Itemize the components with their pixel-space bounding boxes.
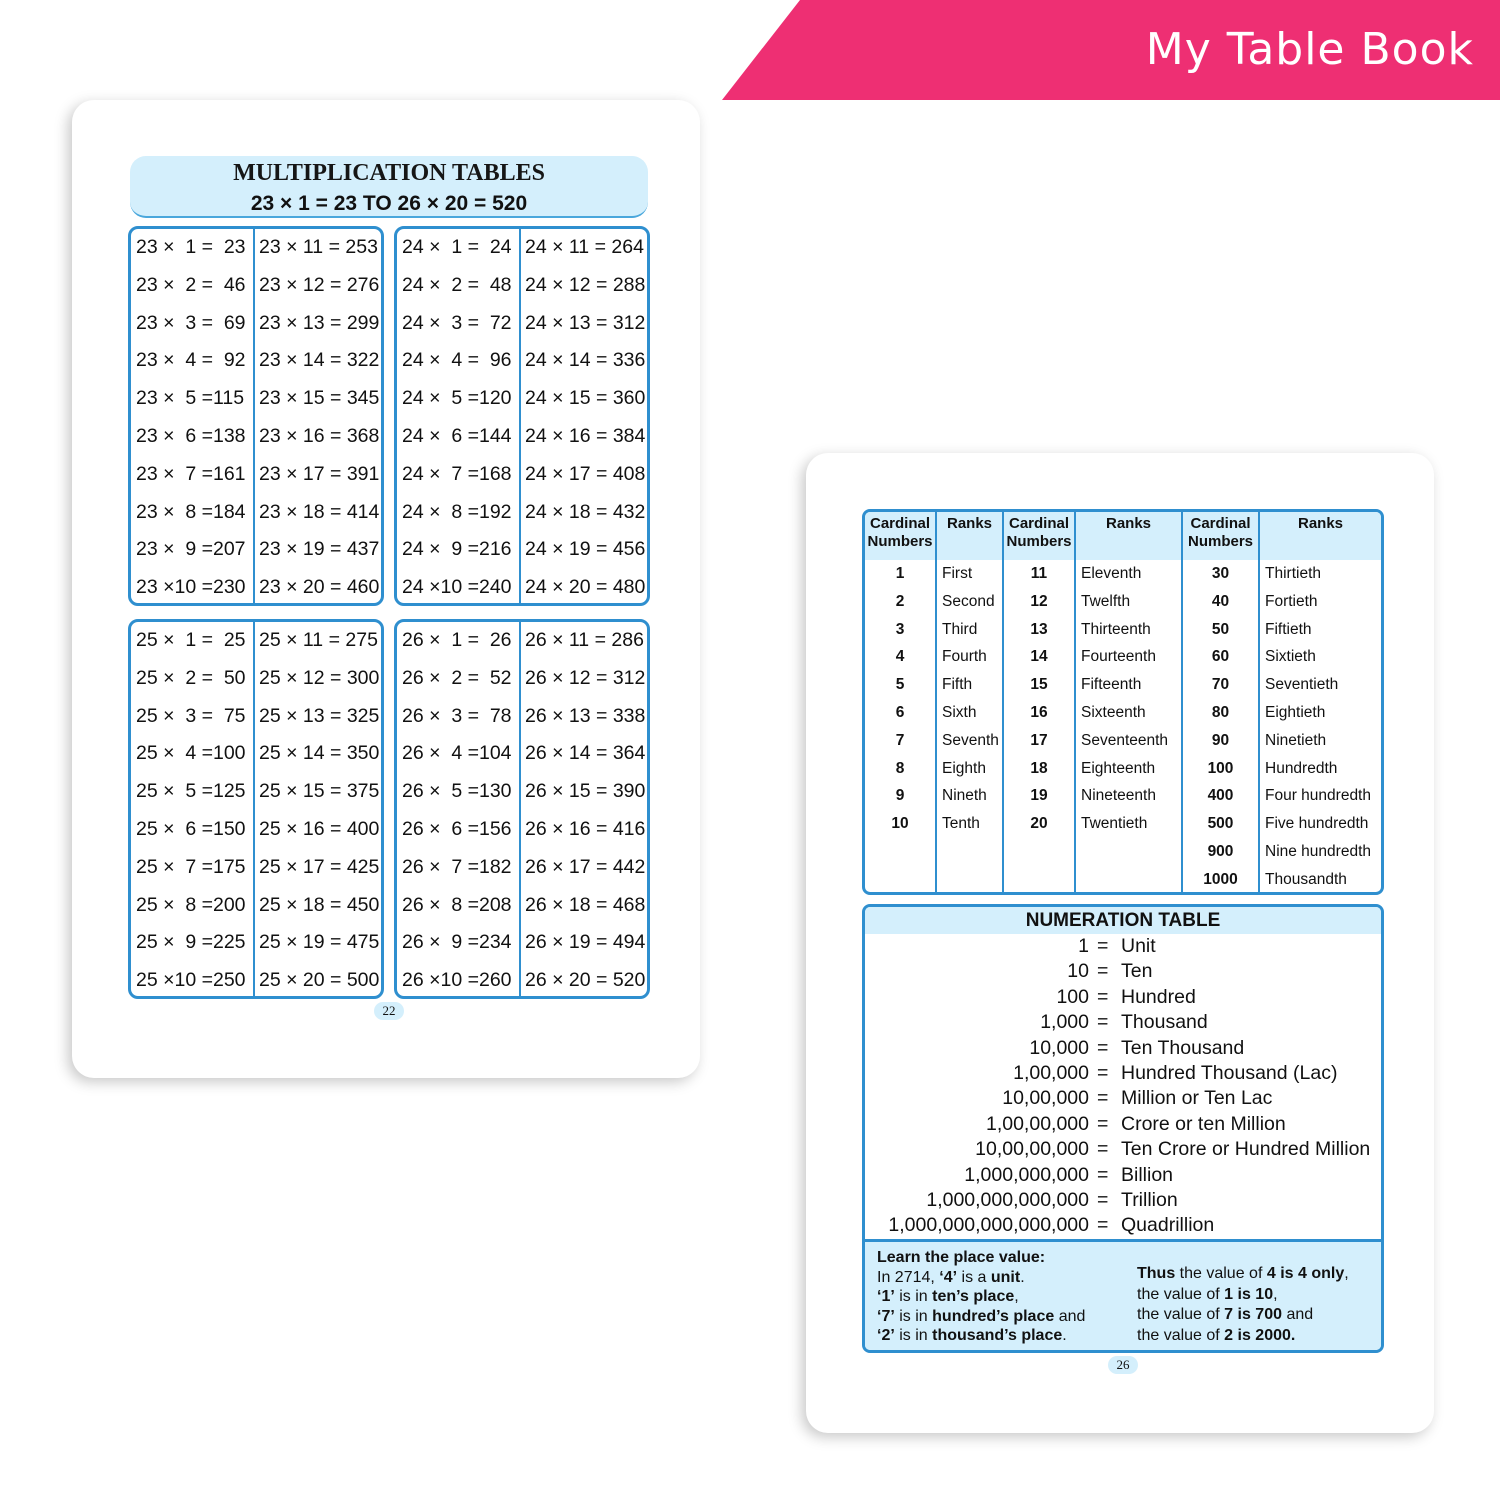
- table-row: 24 × 8 =192: [402, 500, 512, 523]
- table-row: 24 × 5 =120: [402, 387, 512, 410]
- table-row: 24 × 17 = 408: [525, 462, 646, 485]
- table-row: 24 ×10 =240: [402, 576, 512, 599]
- numeration-name: Ten Thousand: [1121, 1036, 1245, 1059]
- table-row: 26 × 20 = 520: [525, 969, 646, 992]
- text: the value of: [1175, 1265, 1267, 1282]
- equals-sign: =: [1097, 1061, 1109, 1084]
- column-header: Cardinal Numbers: [1187, 515, 1254, 550]
- table-row: 23 × 2 = 46: [136, 273, 246, 296]
- table-cell: 60: [1211, 648, 1230, 666]
- table-row: 25 × 8 =200: [136, 893, 246, 916]
- table-cell: Eightieth: [1265, 703, 1326, 721]
- text: unit: [990, 1268, 1021, 1286]
- table-cell: Fortieth: [1265, 592, 1318, 610]
- table-cell: Sixtieth: [1265, 648, 1316, 666]
- table-cell: 15: [1030, 676, 1048, 694]
- table-cell: Fourteenth: [1081, 648, 1156, 666]
- table-cell: 7: [895, 731, 905, 749]
- equals-sign: =: [1097, 1163, 1109, 1186]
- table-row: 23 ×10 =230: [136, 576, 246, 599]
- table-row: 24 × 16 = 384: [525, 424, 646, 447]
- table-cell: Second: [942, 592, 995, 610]
- table-column: [521, 229, 647, 603]
- table-cell: 17: [1030, 731, 1048, 749]
- table-cell: Nine hundredth: [1265, 842, 1371, 860]
- table-cell: Fiftieth: [1265, 620, 1312, 638]
- text: ‘2’: [877, 1327, 895, 1345]
- text: ,: [1344, 1265, 1349, 1282]
- table-row: 23 × 18 = 414: [259, 500, 380, 523]
- table-row: 23 × 16 = 368: [259, 424, 380, 447]
- numeration-row: [865, 959, 1381, 984]
- table-cell: 19: [1030, 787, 1048, 805]
- table-row: 26 × 15 = 390: [525, 780, 646, 803]
- table-row: 24 × 14 = 336: [525, 349, 646, 372]
- page-number: 26: [1108, 1356, 1138, 1374]
- table-row: 23 × 9 =207: [136, 538, 246, 561]
- table-row: 25 × 1 = 25: [136, 629, 246, 651]
- table-cell: 8: [895, 759, 905, 777]
- table-cell: 13: [1030, 620, 1048, 638]
- table-row: 26 × 9 =234: [402, 931, 512, 954]
- text: thousand’s place: [932, 1327, 1063, 1345]
- table-row: 26 × 7 =182: [402, 855, 512, 878]
- table-column: [397, 622, 521, 996]
- table-row: 25 × 19 = 475: [259, 931, 380, 954]
- table-row: 23 × 17 = 391: [259, 462, 380, 485]
- table-cell: Ninetieth: [1265, 731, 1327, 749]
- table-cell: 1000: [1203, 870, 1238, 888]
- table-row: 24 × 13 = 312: [525, 311, 646, 334]
- table-row: 25 × 11 = 275: [259, 629, 378, 651]
- numeration-row: [865, 1188, 1381, 1213]
- table-row: 23 × 20 = 460: [259, 576, 380, 599]
- table-row: 23 × 15 = 345: [259, 387, 380, 410]
- table-column: [521, 622, 647, 996]
- table-row: 25 × 3 = 75: [136, 704, 246, 727]
- table-cell: Tenth: [942, 815, 980, 833]
- numeration-value: 1,00,00,000: [985, 1112, 1089, 1135]
- table-row: 26 × 4 =104: [402, 742, 512, 765]
- table-row: 24 × 9 =216: [402, 538, 512, 561]
- column-header: Ranks: [1105, 515, 1152, 532]
- table-row: 23 × 6 =138: [136, 424, 246, 447]
- multiplication-title: MULTIPLICATION TABLES: [233, 160, 545, 186]
- table-cell: Twelfth: [1081, 592, 1131, 610]
- table-cell: 70: [1211, 676, 1230, 694]
- ranks-column: [1183, 512, 1260, 892]
- numeration-value: 10: [1067, 960, 1089, 983]
- table-row: 24 × 11 = 264: [525, 236, 644, 258]
- table-column: [255, 229, 381, 603]
- table-block-25: [128, 619, 384, 999]
- table-cell: Seventh: [942, 731, 999, 749]
- table-block-24: [394, 226, 650, 606]
- table-cell: 10: [891, 815, 909, 833]
- text: is in: [894, 1327, 933, 1345]
- numeration-value: 1,000,000,000: [964, 1163, 1089, 1186]
- text: ‘4’: [939, 1268, 958, 1286]
- table-row: 23 × 5 =115: [136, 387, 245, 410]
- text: .: [1062, 1327, 1067, 1345]
- table-cell: 6: [895, 703, 905, 721]
- table-cell: Seventeenth: [1081, 731, 1169, 749]
- table-row: 26 × 13 = 338: [525, 704, 646, 727]
- table-row: 26 × 18 = 468: [525, 893, 646, 916]
- table-cell: Sixth: [942, 703, 977, 721]
- equals-sign: =: [1097, 985, 1109, 1008]
- table-row: 25 × 18 = 450: [259, 893, 380, 916]
- place-value-box: [865, 1239, 1381, 1350]
- text: ‘7’: [877, 1307, 895, 1325]
- table-row: 25 × 16 = 400: [259, 817, 380, 840]
- table-cell: 2: [895, 592, 905, 610]
- numeration-rows: [865, 934, 1381, 1239]
- table-row: 24 × 12 = 288: [525, 273, 646, 296]
- table-cell: 900: [1207, 842, 1234, 860]
- numeration-row: [865, 1213, 1381, 1238]
- table-row: 25 × 6 =150: [136, 817, 246, 840]
- table-row: 26 × 19 = 494: [525, 931, 646, 954]
- text: 4 is 4 only: [1266, 1265, 1345, 1282]
- numeration-row: [865, 1163, 1381, 1188]
- table-cell: Eighteenth: [1081, 759, 1156, 777]
- table-cell: 40: [1211, 592, 1230, 610]
- table-row: 23 × 19 = 437: [259, 538, 380, 561]
- text: In 2714,: [877, 1268, 940, 1286]
- table-cell: Hundredth: [1265, 759, 1338, 777]
- table-cell: Sixteenth: [1081, 703, 1146, 721]
- numeration-row: [865, 1137, 1381, 1162]
- table-row: 26 × 8 =208: [402, 893, 512, 916]
- table-row: 26 × 12 = 312: [525, 666, 646, 689]
- place-value-heading: Learn the place value:: [877, 1249, 1046, 1266]
- ranks-column: [1076, 512, 1183, 892]
- table-row: 26 ×10 =260: [402, 969, 512, 992]
- table-column: [397, 229, 521, 603]
- table-cell: Nineteenth: [1081, 787, 1156, 805]
- table-cell: Thousandth: [1265, 870, 1347, 888]
- place-value-right: [1137, 1264, 1349, 1346]
- table-row: 24 × 19 = 456: [525, 538, 646, 561]
- ranks-column: [865, 512, 937, 892]
- table-row: 25 × 9 =225: [136, 931, 246, 954]
- table-cell: Third: [942, 620, 978, 638]
- table-row: 26 × 1 = 26: [402, 629, 512, 651]
- equals-sign: =: [1097, 1011, 1109, 1034]
- table-column: [255, 622, 381, 996]
- table-row: 26 × 14 = 364: [525, 742, 646, 765]
- numeration-value: 100: [1056, 985, 1089, 1008]
- numeration-name: Thousand: [1121, 1011, 1208, 1034]
- place-value-left: [877, 1248, 1085, 1346]
- table-cell: Nineth: [942, 787, 987, 805]
- numeration-title: NUMERATION TABLE: [865, 907, 1381, 934]
- table-cell: 500: [1207, 815, 1234, 833]
- table-cell: 100: [1207, 759, 1234, 777]
- table-row: 25 × 5 =125: [136, 780, 246, 803]
- equals-sign: =: [1097, 1214, 1109, 1237]
- table-cell: 20: [1030, 815, 1048, 833]
- table-cell: Fifteenth: [1081, 676, 1142, 694]
- numeration-name: Crore or ten Million: [1121, 1112, 1286, 1135]
- table-row: 25 × 2 = 50: [136, 666, 246, 689]
- table-cell: 9: [895, 787, 905, 805]
- table-cell: Four hundredth: [1265, 787, 1371, 805]
- table-cell: Fourth: [942, 648, 987, 666]
- text: the value of: [1137, 1306, 1225, 1323]
- table-cell: 12: [1030, 592, 1048, 610]
- numeration-row: [865, 934, 1381, 959]
- table-row: 24 × 15 = 360: [525, 387, 646, 410]
- table-row: 24 × 4 = 96: [402, 349, 512, 372]
- table-cell: 11: [1030, 565, 1048, 582]
- table-row: 25 × 13 = 325: [259, 704, 380, 727]
- table-cell: Thirteenth: [1081, 620, 1151, 638]
- text: ,: [1014, 1288, 1019, 1306]
- table-row: 25 × 12 = 300: [259, 666, 380, 689]
- table-cell: 16: [1030, 703, 1048, 721]
- table-block-23: [128, 226, 384, 606]
- table-row: 26 × 3 = 78: [402, 704, 512, 727]
- numeration-name: Billion: [1121, 1163, 1174, 1186]
- multiplication-subtitle: 23 × 1 = 23 TO 26 × 20 = 520: [250, 192, 528, 215]
- numeration-value: 1,00,000: [1013, 1061, 1089, 1084]
- ranks-column: [1004, 512, 1076, 892]
- equals-sign: =: [1097, 1138, 1109, 1161]
- table-row: 23 × 11 = 253: [259, 236, 378, 258]
- numeration-value: 1: [1078, 935, 1089, 957]
- table-row: 23 × 14 = 322: [259, 349, 380, 372]
- table-row: 24 × 2 = 48: [402, 273, 512, 296]
- text: ‘1’: [877, 1288, 895, 1306]
- column-header: Cardinal Numbers: [1006, 515, 1072, 550]
- ranks-table: [862, 509, 1384, 895]
- text: ten’s place: [932, 1288, 1015, 1306]
- numeration-row: [865, 1036, 1381, 1061]
- table-cell: Fifth: [942, 676, 973, 694]
- table-row: 24 × 20 = 480: [525, 576, 646, 599]
- table-cell: Seventieth: [1265, 676, 1339, 694]
- numeration-value: 10,00,00,000: [975, 1138, 1089, 1161]
- table-row: 23 × 4 = 92: [136, 349, 246, 372]
- text: and: [1054, 1307, 1086, 1325]
- numeration-value: 10,000: [1029, 1036, 1089, 1059]
- table-cell: 4: [895, 648, 905, 666]
- numeration-row: [865, 1086, 1381, 1111]
- numeration-value: 1,000: [1040, 1011, 1089, 1034]
- text: is in: [894, 1288, 933, 1306]
- numeration-row: [865, 1061, 1381, 1086]
- table-row: 24 × 1 = 24: [402, 236, 512, 258]
- book-title: My Table Book: [1145, 24, 1474, 75]
- table-row: 24 × 7 =168: [402, 462, 512, 485]
- table-cell: Eighth: [942, 759, 986, 777]
- table-cell: Five hundredth: [1265, 815, 1369, 833]
- numeration-row: [865, 985, 1381, 1010]
- equals-sign: =: [1097, 1036, 1109, 1059]
- numeration-table: [862, 904, 1384, 1353]
- table-row: 25 × 15 = 375: [259, 780, 380, 803]
- column-header: Ranks: [946, 515, 993, 532]
- numeration-name: Million or Ten Lac: [1121, 1087, 1273, 1110]
- table-row: 25 × 4 =100: [136, 742, 246, 765]
- page-multiplication-tables: [72, 100, 700, 1078]
- table-cell: 3: [895, 620, 905, 638]
- text: the value of: [1137, 1326, 1225, 1344]
- table-cell: 14: [1030, 648, 1048, 666]
- table-cell: Thirtieth: [1265, 565, 1321, 582]
- equals-sign: =: [1097, 1188, 1109, 1211]
- table-column: [131, 622, 255, 996]
- table-row: 24 × 6 =144: [402, 424, 512, 447]
- header-banner: [0, 0, 1500, 100]
- page-number: 22: [374, 1002, 404, 1020]
- column-header: Ranks: [1297, 515, 1344, 532]
- table-cell: First: [942, 565, 973, 582]
- numeration-name: Quadrillion: [1121, 1214, 1215, 1237]
- text: 2 is 2000.: [1224, 1326, 1296, 1344]
- equals-sign: =: [1097, 1087, 1109, 1110]
- table-row: 23 × 3 = 69: [136, 311, 246, 334]
- numeration-name: Trillion: [1121, 1188, 1178, 1211]
- numeration-name: Ten: [1121, 960, 1153, 983]
- multiplication-header: [130, 156, 648, 218]
- text: ,: [1273, 1285, 1278, 1303]
- table-cell: 30: [1211, 565, 1230, 582]
- column-header: Cardinal Numbers: [867, 515, 933, 550]
- table-row: 25 × 14 = 350: [259, 742, 380, 765]
- table-row: 24 × 3 = 72: [402, 311, 512, 334]
- table-row: 25 ×10 =250: [136, 969, 246, 992]
- table-row: 23 × 7 =161: [136, 462, 246, 485]
- table-row: 23 × 13 = 299: [259, 311, 380, 334]
- numeration-name: Unit: [1121, 935, 1156, 957]
- text: 7 is 700: [1224, 1306, 1282, 1323]
- table-cell: 1: [895, 565, 905, 582]
- numeration-value: 1,000,000,000,000: [926, 1188, 1089, 1211]
- numeration-name: Hundred: [1121, 985, 1196, 1008]
- table-cell: 90: [1211, 731, 1230, 749]
- table-row: 25 × 17 = 425: [259, 855, 380, 878]
- numeration-value: 1,000,000,000,000,000: [888, 1214, 1089, 1237]
- numeration-name: Ten Crore or Hundred Million: [1121, 1138, 1371, 1161]
- numeration-row: [865, 1112, 1381, 1137]
- table-block-26: [394, 619, 650, 999]
- text: Thus: [1137, 1265, 1176, 1282]
- text: and: [1282, 1306, 1314, 1323]
- ranks-column: [1260, 512, 1381, 892]
- table-row: 26 × 5 =130: [402, 780, 512, 803]
- table-cell: 50: [1211, 620, 1230, 638]
- text: .: [1020, 1268, 1025, 1286]
- numeration-value: 10,00,000: [1002, 1087, 1089, 1110]
- table-cell: Eleventh: [1081, 565, 1142, 582]
- equals-sign: =: [1097, 1112, 1109, 1135]
- table-row: 26 × 6 =156: [402, 817, 512, 840]
- ranks-column: [937, 512, 1004, 892]
- text: the value of: [1137, 1285, 1225, 1303]
- table-row: 25 × 7 =175: [136, 855, 246, 878]
- equals-sign: =: [1097, 935, 1109, 957]
- table-cell: 400: [1207, 787, 1234, 805]
- table-row: 26 × 17 = 442: [525, 855, 646, 878]
- table-row: 23 × 12 = 276: [259, 273, 380, 296]
- numeration-name: Hundred Thousand (Lac): [1121, 1061, 1338, 1084]
- table-cell: Twentieth: [1081, 815, 1148, 833]
- text: hundred’s place: [932, 1307, 1055, 1325]
- table-row: 25 × 20 = 500: [259, 969, 380, 992]
- equals-sign: =: [1097, 960, 1109, 983]
- text: 1 is 10: [1224, 1285, 1274, 1303]
- table-column: [131, 229, 255, 603]
- text: is in: [894, 1307, 933, 1325]
- table-row: 23 × 8 =184: [136, 500, 246, 523]
- table-cell: 5: [895, 676, 905, 694]
- numeration-row: [865, 1010, 1381, 1035]
- text: is a: [957, 1268, 991, 1286]
- page-ranks-numeration: [806, 453, 1434, 1433]
- table-row: 26 × 16 = 416: [525, 817, 646, 840]
- table-cell: 80: [1211, 703, 1230, 721]
- table-row: 26 × 2 = 52: [402, 666, 512, 689]
- table-cell: 18: [1030, 759, 1048, 777]
- table-row: 23 × 1 = 23: [136, 236, 246, 258]
- table-row: 26 × 11 = 286: [525, 629, 644, 651]
- table-row: 24 × 18 = 432: [525, 500, 646, 523]
